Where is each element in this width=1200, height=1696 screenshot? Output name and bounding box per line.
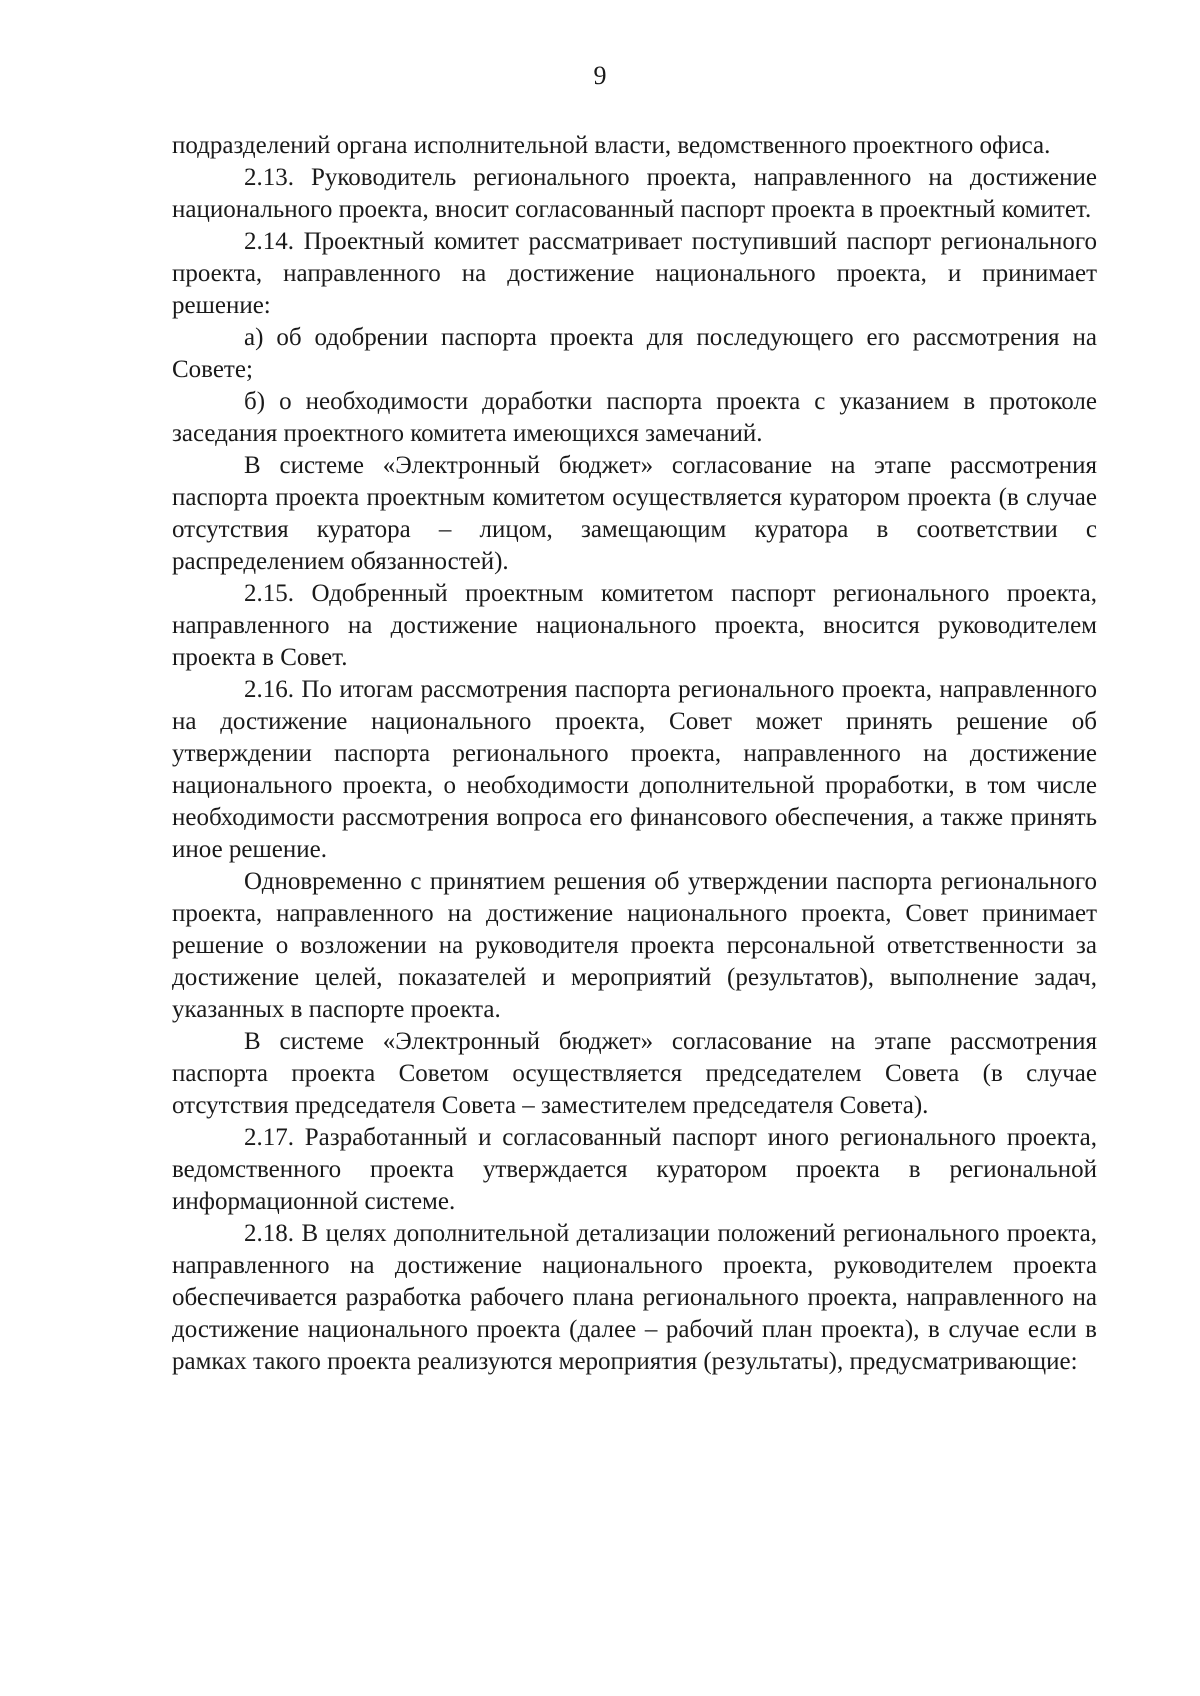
paragraph: б) о необходимости доработки паспорта проекта с указанием в протоколе заседания проектного комитета имеющихся замечаний. xyxy=(172,388,1097,447)
paragraph: 2.14. Проектный комитет рассматривает поступивший паспорт регионального проекта, направленного на достижение национального проекта, и принимает решение: xyxy=(172,228,1097,319)
paragraph: В системе «Электронный бюджет» согласование на этапе рассмотрения паспорта проекта проектным комитетом осуществляется куратором проекта (в случае отсутствия куратора – лицом, замещающим куратора в соответствии с распределением обязанностей). xyxy=(172,452,1097,575)
paragraph: 2.16. По итогам рассмотрения паспорта регионального проекта, направленного на достижение национального проекта, Совет может принять решение об утверждении паспорта регионального проекта, направленного на достижение национального проекта, о необходимости дополнительной проработки, в том числе необходимости рассмотрения вопроса его финансового обеспечения, а также принять иное решение. xyxy=(172,676,1097,863)
paragraph: 2.17. Разработанный и согласованный паспорт иного регионального проекта, ведомственного проекта утверждается куратором проекта в региональной информационной системе. xyxy=(172,1124,1097,1215)
paragraph: Одновременно с принятием решения об утверждении паспорта регионального проекта, направленного на достижение национального проекта, Совет принимает решение о возложении на руководителя проекта персональной ответственности за достижение целей, показателей и мероприятий (результатов), выполнение задач, указанных в паспорте проекта. xyxy=(172,868,1097,1023)
paragraph: 2.18. В целях дополнительной детализации положений регионального проекта, направленного на достижение национального проекта, руководителем проекта обеспечивается разработка рабочего плана регионального проекта, направленного на достижение национального проекта (далее – рабочий план проекта), в случае если в рамках такого проекта реализуются мероприятия (результаты), предусматривающие: xyxy=(172,1220,1097,1375)
document-body xyxy=(172,130,1097,1378)
paragraph: В системе «Электронный бюджет» согласование на этапе рассмотрения паспорта проекта Советом осуществляется председателем Совета (в случае отсутствия председателя Совета – заместителем председателя Совета). xyxy=(172,1028,1097,1119)
page-number: 9 xyxy=(593,61,607,90)
paragraph: а) об одобрении паспорта проекта для последующего его рассмотрения на Совете; xyxy=(172,324,1097,383)
paragraph: подразделений органа исполнительной власти, ведомственного проектного офиса. xyxy=(172,132,1051,159)
paragraph: 2.15. Одобренный проектным комитетом паспорт регионального проекта, направленного на достижение национального проекта, вносится руководителем проекта в Совет. xyxy=(172,580,1097,671)
paragraph: 2.13. Руководитель регионального проекта, направленного на достижение национального проекта, вносит согласованный паспорт проекта в проектный комитет. xyxy=(172,164,1097,223)
